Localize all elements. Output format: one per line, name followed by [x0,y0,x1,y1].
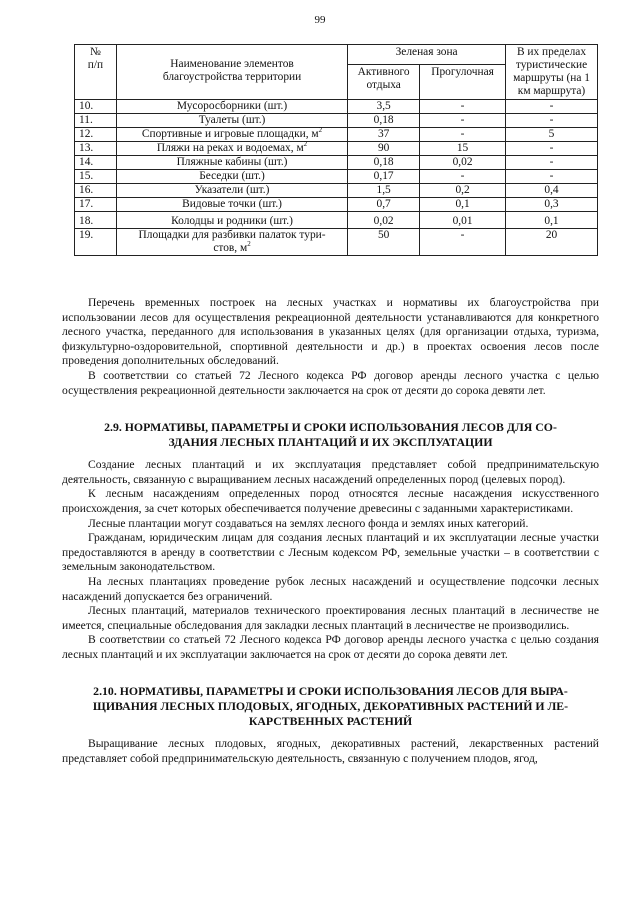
row-number: 13. [75,142,117,156]
row-number: 15. [75,170,117,184]
row-walking-value: 15 [420,142,506,156]
intro-paragraphs [62,296,599,398]
table-row [75,128,598,142]
section-2-9-title: 2.9. НОРМАТИВЫ, ПАРАМЕТРЫ И СРОКИ ИСПОЛЬЗОВАНИЯ ЛЕСОВ ДЛЯ СО- ЗДАНИЯ ЛЕСНЫХ ПЛАНТАЦИЙ И ИХ ЭКСПЛУАТАЦИИ [104,420,557,450]
row-element-name-text: Беседки (шт.) [199,170,265,182]
row-unit-superscript: 2 [318,126,323,135]
row-tourist-value: - [506,156,598,170]
page-number: 99 [314,14,326,26]
row-walking-value: - [420,100,506,114]
row-active-rest-value: 3,5 [348,100,420,114]
row-number: 16. [75,184,117,198]
row-element-name [116,229,347,256]
row-element-name-text: Спортивные и игровые площадки, м [141,128,319,140]
paragraph: К лесным насаждениям определенных пород относятся лесные насаждения искусственного происхождения, за счет которых обеспечивается получение древесины с заданными характеристиками. [62,487,599,515]
row-number: 12. [75,128,117,142]
table-row [75,170,598,184]
row-active-rest-value: 90 [348,142,420,156]
row-tourist-value: 20 [506,229,598,256]
row-element-name [116,142,347,156]
row-tourist-value: - [506,170,598,184]
row-tourist-value: 0,3 [506,198,598,212]
table-row [75,100,598,114]
paragraph: Гражданам, юридическим лицам для создания лесных плантаций и их эксплуатации лесные участки предоставляются в аренду в соответствии с Лесным кодексом РФ, земельные участки – в соответствии с земельным законодательством. [62,531,599,574]
paragraph: Лесные плантации могут создаваться на землях лесного фонда и землях иных категорий. [88,516,529,530]
header-walking: Прогулочная [420,64,506,99]
norms-table [74,44,598,256]
row-unit-superscript: 2 [303,140,308,149]
row-element-name-text: Указатели (шт.) [194,184,270,196]
row-walking-value: - [420,229,506,256]
row-active-rest-value: 0,02 [348,212,420,229]
row-number: 18. [75,212,117,229]
header-green-zone: Зеленая зона [348,45,506,65]
header-num: № п/п [75,45,117,100]
section-2-10-paragraphs [62,737,599,766]
row-element-name-text: Колодцы и родники (шт.) [171,215,293,227]
row-number: 19. [75,229,117,256]
paragraph: Выращивание лесных плодовых, ягодных, декоративных растений, лекарственных растений представляет собой предпринимательскую деятельность, связанную с получением плодов, ягод, [62,737,599,766]
row-active-rest-value: 1,5 [348,184,420,198]
table-row [75,198,598,212]
row-element-name [116,170,347,184]
row-element-name [116,128,347,142]
row-active-rest-value: 37 [348,128,420,142]
paragraph: В соответствии со статьей 72 Лесного кодекса РФ договор аренды лесного участка с целью создания лесных плантаций и их эксплуатации заключается на срок от десяти до сорока девяти лет. [62,633,599,661]
table-row [75,229,598,256]
paragraph: В соответствии со статьей 72 Лесного кодекса РФ договор аренды лесного участка с целью осуществления рекреационной деятельности заключается на срок от десяти до сорока девяти лет. [62,368,599,397]
row-element-name-text: Пляжи на реках и водоемах, м [156,142,304,154]
row-element-name [116,212,347,229]
row-element-name-text: Туалеты (шт.) [198,114,266,126]
row-number: 14. [75,156,117,170]
header-active-rest: Активного отдыха [348,64,420,99]
row-element-name [116,100,347,114]
table-row [75,142,598,156]
table-row [75,156,598,170]
row-tourist-value: - [506,142,598,156]
row-walking-value: 0,2 [420,184,506,198]
row-active-rest-value: 0,17 [348,170,420,184]
row-walking-value: 0,02 [420,156,506,170]
row-element-name-text: Пляжные кабины (шт.) [176,156,288,168]
row-tourist-value: - [506,114,598,128]
header-name: Наименование элементов благоустройства территории [116,45,347,100]
row-walking-value: - [420,128,506,142]
row-unit-superscript: 2 [247,240,251,249]
table-row [75,184,598,198]
paragraph: Перечень временных построек на лесных участках и нормативы их благоустройства при использовании лесов для осуществления рекреационной деятельности устанавливаются для конкретного лесного участка, переданного для использования в указанных целях (для организации отдыха, туризма, физкультурно-оздоровительной, спортивной деятельности и др.) в проектах освоения лесов после проведения дополнительных обследований. [62,296,599,368]
paragraph: Создание лесных плантаций и их эксплуатация представляет собой предпринимательскую деятельность, связанную с выращиванием лесных насаждений определенных пород (целевых пород). [62,458,599,486]
row-number: 11. [75,114,117,128]
row-walking-value: 0,01 [420,212,506,229]
row-element-name-text: Мусоросборники (шт.) [176,100,288,112]
row-tourist-value: 0,1 [506,212,598,229]
row-number: 17. [75,198,117,212]
row-active-rest-value: 0,18 [348,156,420,170]
row-walking-value: - [420,114,506,128]
row-element-name [116,184,347,198]
table-row [75,114,598,128]
row-active-rest-value: 0,18 [348,114,420,128]
row-element-name-text: Площадки для разбивки палаток тури- стов, м [138,229,326,254]
paragraph: На лесных плантациях проведение рубок лесных насаждений и осуществление подсочки лесных насаждений допускается без ограничений. [62,574,599,603]
row-element-name [116,114,347,128]
table-row [75,212,598,229]
row-tourist-value: - [506,100,598,114]
row-walking-value: - [420,170,506,184]
row-tourist-value: 0,4 [506,184,598,198]
section-2-9-paragraphs [62,458,599,662]
row-tourist-value: 5 [506,128,598,142]
document-text [62,296,599,767]
row-element-name [116,156,347,170]
row-active-rest-value: 50 [348,229,420,256]
header-tourist-routes: В их пределах туристические маршруты (на 1 км маршрута) [506,45,598,100]
table-body [75,100,598,256]
row-element-name [116,198,347,212]
row-number: 10. [75,100,117,114]
row-walking-value: 0,1 [420,198,506,212]
section-2-10-title: 2.10. НОРМАТИВЫ, ПАРАМЕТРЫ И СРОКИ ИСПОЛЬЗОВАНИЯ ЛЕСОВ ДЛЯ ВЫРА- ЩИВАНИЯ ЛЕСНЫХ ПЛОДОВЫХ, ЯГОДНЫХ, ДЕКОРАТИВНЫХ РАСТЕНИЙ И ЛЕ- КАРСТВЕННЫХ РАСТЕНИЙ [92,684,569,729]
row-element-name-text: Видовые точки (шт.) [182,198,282,210]
paragraph: Лесных плантаций, материалов технического проектирования лесных плантаций в лесничестве не имеется, специальные обследования для закладки лесных плантаций в лесничестве не производились. [62,604,599,632]
row-active-rest-value: 0,7 [348,198,420,212]
